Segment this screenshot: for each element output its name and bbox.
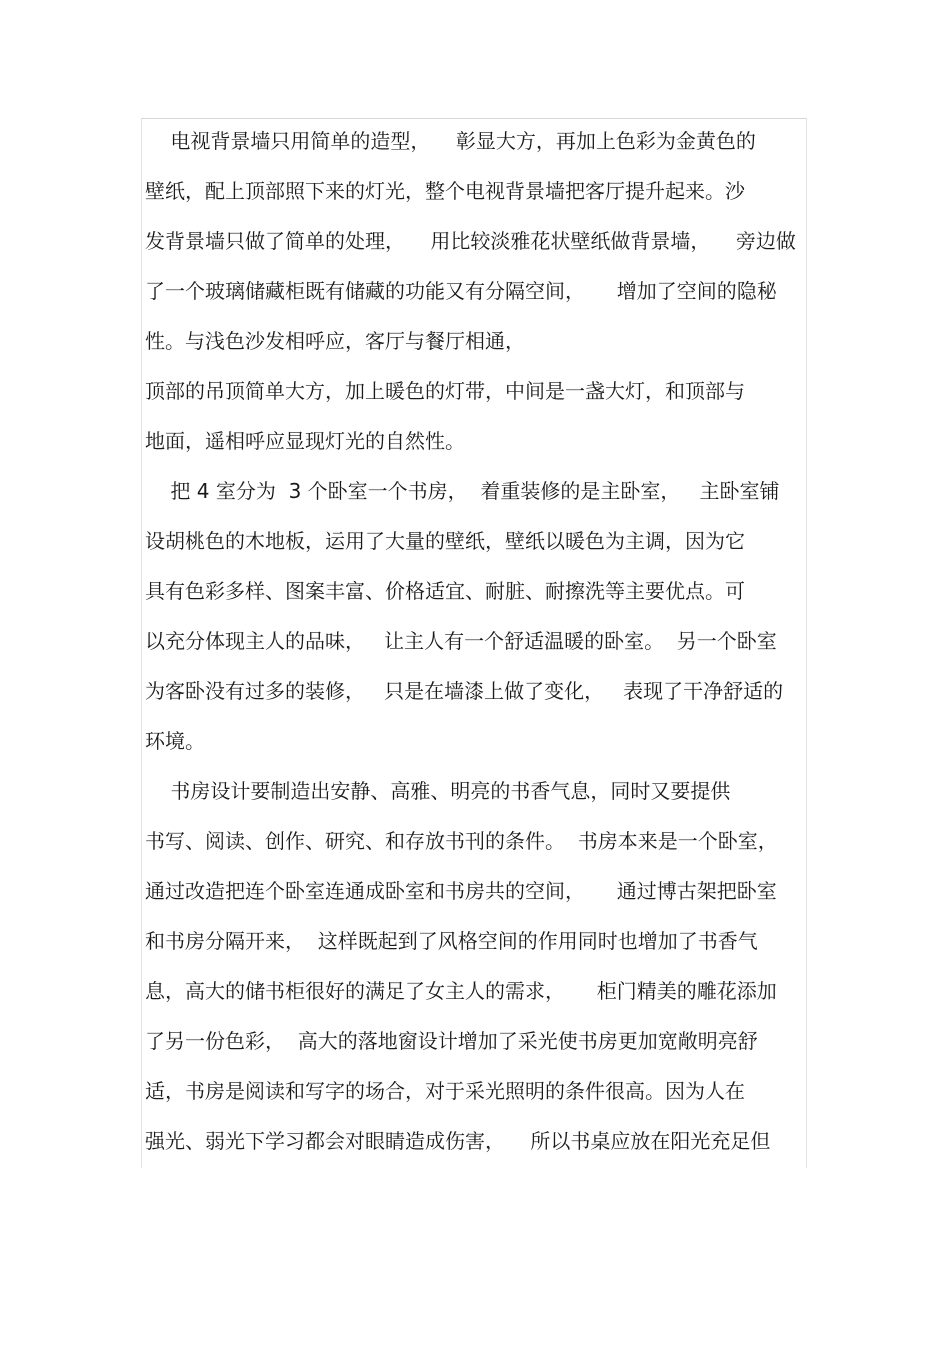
text-line: 顶部的吊顶简单大方，加上暖色的灯带，中间是一盏大灯，和顶部与 <box>145 379 745 403</box>
text-line: 把 4 室分为 3 个卧室一个书房， 着重装修的是主卧室， 主卧室铺 <box>145 479 780 503</box>
text-line: 地面，遥相呼应显现灯光的自然性。 <box>145 429 465 453</box>
text-line: 壁纸，配上顶部照下来的灯光，整个电视背景墙把客厅提升起来。沙 <box>145 179 745 203</box>
text-line: 以充分体现主人的品味， 让主人有一个舒适温暖的卧室。 另一个卧室 <box>145 629 777 653</box>
text-line: 息，高大的储书柜很好的满足了女主人的需求， 柜门精美的雕花添加 <box>145 979 777 1003</box>
text-line: 电视背景墙只用简单的造型， 彰显大方，再加上色彩为金黄色的 <box>145 129 756 153</box>
text-line: 书房设计要制造出安静、高雅、明亮的书香气息，同时又要提供 <box>145 779 731 803</box>
text-line: 书写、阅读、创作、研究、和存放书刊的条件。 书房本来是一个卧室， <box>145 829 778 853</box>
text-line: 设胡桃色的木地板，运用了大量的壁纸，壁纸以暖色为主调，因为它 <box>145 529 745 553</box>
text-line: 为客卧没有过多的装修， 只是在墙漆上做了变化， 表现了干净舒适的 <box>145 679 784 703</box>
text-line: 环境。 <box>145 729 205 753</box>
text-line: 具有色彩多样、图案丰富、价格适宜、耐脏、耐擦洗等主要优点。可 <box>145 579 745 603</box>
text-line: 了一个玻璃储藏柜既有储藏的功能又有分隔空间， 增加了空间的隐秘 <box>145 279 777 303</box>
text-line: 适，书房是阅读和写字的场合，对于采光照明的条件很高。因为人在 <box>145 1079 745 1103</box>
text-line: 强光、弱光下学习都会对眼睛造成伤害， 所以书桌应放在阳光充足但 <box>145 1129 771 1153</box>
text-line: 和书房分隔开来， 这样既起到了风格空间的作用同时也增加了书香气 <box>145 929 758 953</box>
text-line: 性。与浅色沙发相呼应，客厅与餐厅相通， <box>145 329 525 353</box>
text-line: 发背景墙只做了简单的处理， 用比较淡雅花状壁纸做背景墙， 旁边做 <box>145 229 796 253</box>
text-line: 了另一份色彩， 高大的落地窗设计增加了采光使书房更加宽敞明亮舒 <box>145 1029 758 1053</box>
text-line: 通过改造把连个卧室连通成卧室和书房共的空间， 通过博古架把卧室 <box>145 879 777 903</box>
